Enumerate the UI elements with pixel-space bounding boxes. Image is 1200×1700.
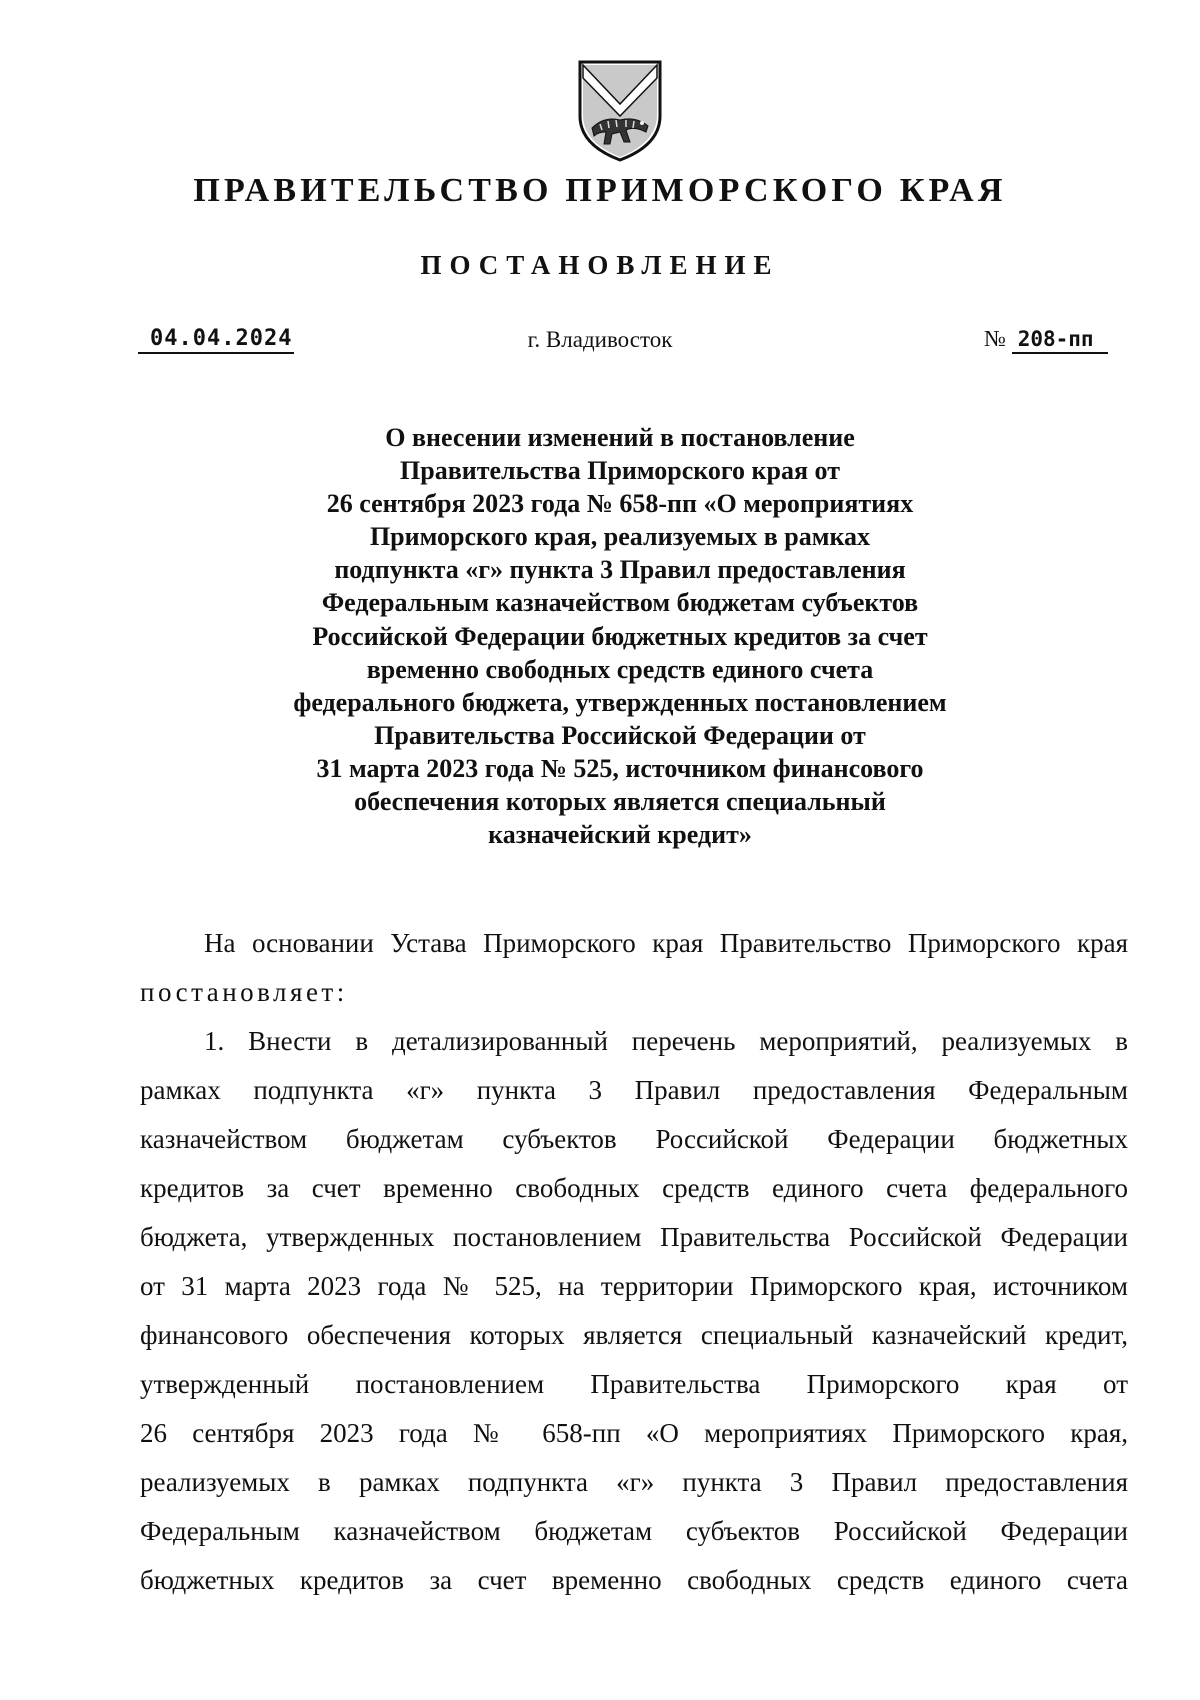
body-line: Федеральным казначейством бюджетам субъектов Российской Федерации bbox=[140, 1516, 1128, 1546]
document-type: ПОСТАНОВЛЕНИЕ bbox=[420, 250, 780, 280]
body-line: рамках подпункта «г» пункта 3 Правил предоставления Федеральным bbox=[140, 1075, 1128, 1105]
body-line: На основании Устава Приморского края Правительство Приморского края bbox=[204, 928, 1128, 958]
title-line: Правительства Российской Федерации от bbox=[374, 720, 866, 750]
body-line: от 31 марта 2023 года № 525, на территории Приморского края, источником bbox=[140, 1271, 1128, 1301]
body-line: бюджетных кредитов за счет временно свободных средств единого счета bbox=[140, 1565, 1128, 1595]
title-line: Федеральным казначейством бюджетам субъектов bbox=[321, 588, 919, 618]
title-line: подпункта «г» пункта 3 Правил предоставления bbox=[334, 555, 906, 585]
body-line: 26 сентября 2023 года № 658-пп «О мероприятиях Приморского края, bbox=[140, 1418, 1128, 1448]
title-line: Российской Федерации бюджетных кредитов за счет bbox=[312, 621, 928, 651]
body-line: бюджета, утвержденных постановлением Правительства Российской Федерации bbox=[140, 1222, 1128, 1252]
body-line: 1. Внести в детализированный перечень мероприятий, реализуемых в bbox=[204, 1026, 1128, 1056]
body-line: утвержденный постановлением Правительства Приморского края от bbox=[140, 1369, 1128, 1399]
title-line: казначейский кредит» bbox=[488, 820, 752, 850]
document-city: г. Владивосток bbox=[527, 327, 673, 352]
government-title: ПРАВИТЕЛЬСТВО ПРИМОРСКОГО КРАЯ bbox=[193, 172, 1007, 209]
date-number-row bbox=[0, 326, 1200, 366]
decree-body bbox=[140, 919, 1128, 1605]
body-line: кредитов за счет временно свободных средств единого счета федерального bbox=[140, 1173, 1128, 1203]
body-line: постановляет: bbox=[140, 977, 348, 1007]
title-line: 31 марта 2023 года № 525, источником финансового bbox=[316, 753, 924, 783]
number-sign: № bbox=[984, 326, 1006, 351]
body-line: финансового обеспечения которых является специальный казначейский кредит, bbox=[140, 1320, 1128, 1350]
title-line: 26 сентября 2023 года № 658-пп «О мероприятиях bbox=[326, 489, 914, 519]
body-line: реализуемых в рамках подпункта «г» пункта 3 Правил предоставления bbox=[140, 1467, 1128, 1497]
title-line: временно свободных средств единого счета bbox=[366, 654, 874, 684]
title-line: Приморского края, реализуемых в рамках bbox=[369, 522, 871, 552]
title-line: федерального бюджета, утвержденных постановлением bbox=[293, 687, 947, 717]
document-number-value: 208-пп bbox=[1012, 327, 1108, 354]
title-line: Правительства Приморского края от bbox=[400, 456, 840, 486]
primorsky-krai-coat-of-arms-icon bbox=[576, 58, 664, 162]
decree-title bbox=[220, 421, 1020, 851]
body-line: казначейством бюджетам субъектов Российской Федерации бюджетных bbox=[140, 1124, 1128, 1154]
document-date: 04.04.2024 bbox=[138, 326, 294, 354]
document-number bbox=[984, 326, 1108, 352]
title-line: О внесении изменений в постановление bbox=[385, 423, 855, 452]
title-line: обеспечения которых является специальный bbox=[354, 787, 886, 817]
